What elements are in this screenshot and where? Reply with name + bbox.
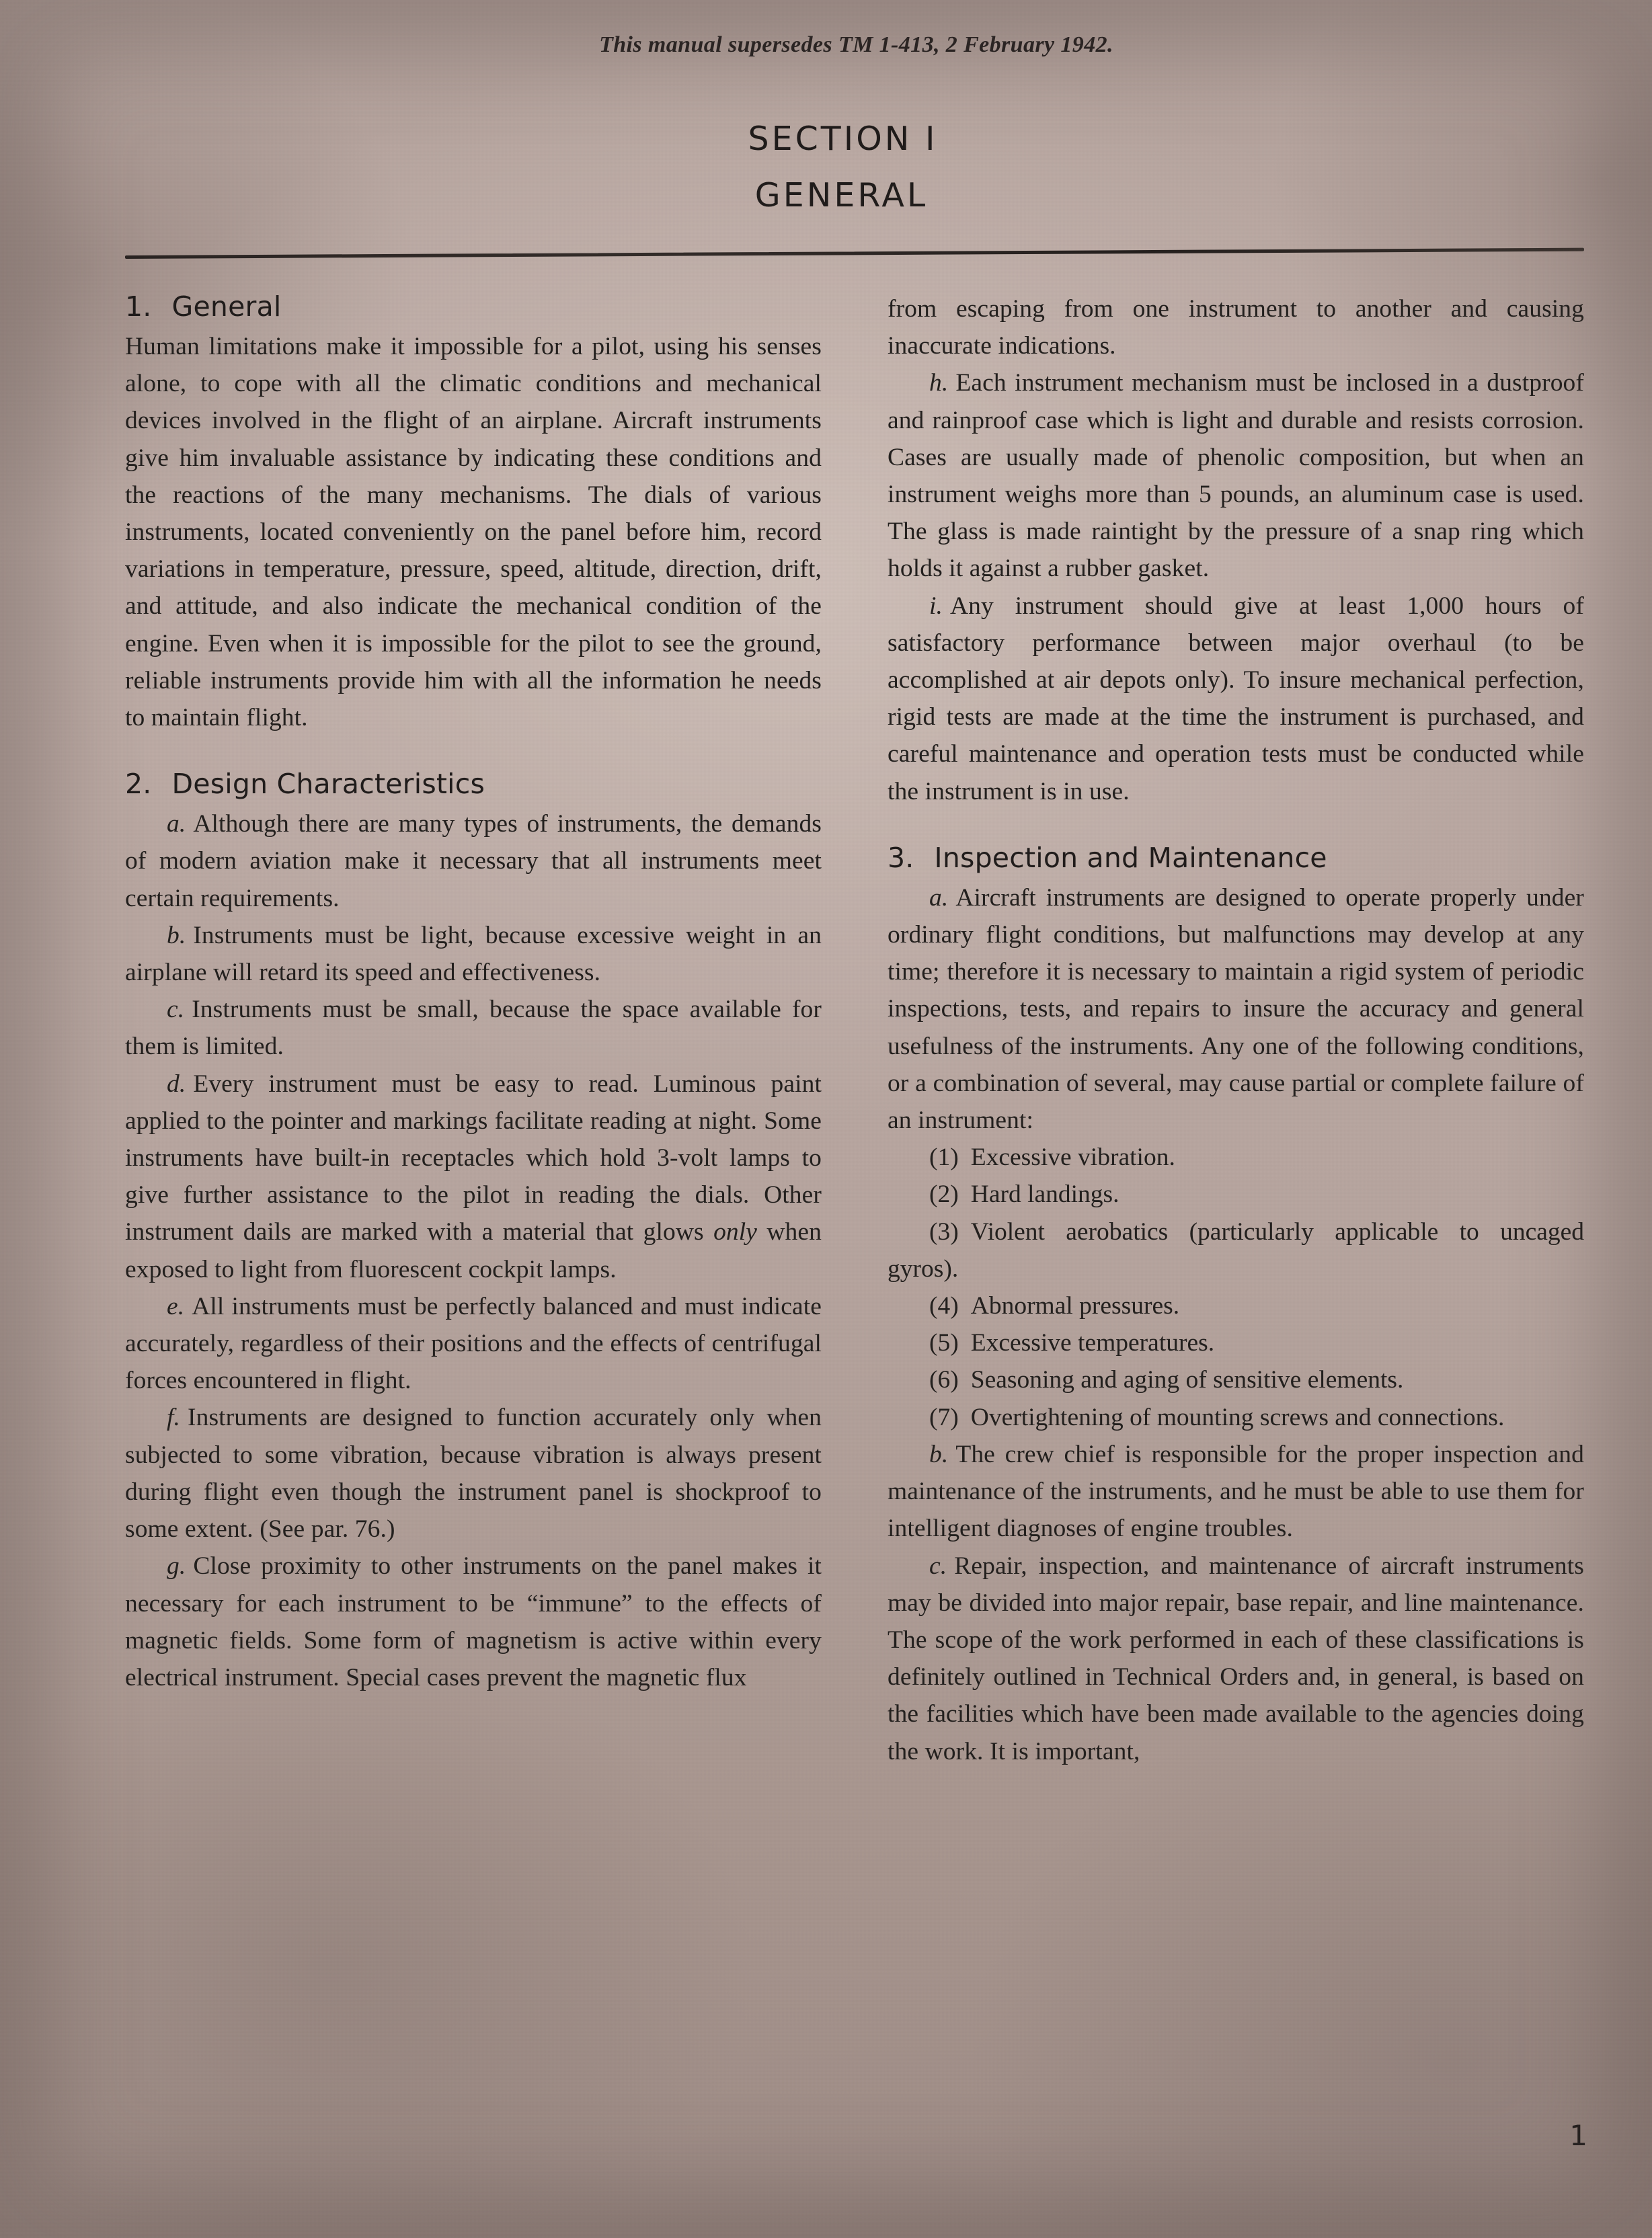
paragraph-2g [125,1548,822,1696]
paragraph-2h-letter: h. [929,369,949,397]
list-item-number: (1) [929,1144,959,1172]
paragraph-2c-text: Instruments must be small, because the space available for them is limited. [125,996,822,1061]
heading-2-number: 2. [125,768,152,801]
paragraph-3c [888,1548,1584,1770]
list-item-text: Violent aerobatics (particularly applicable to uncaged gyros). [888,1217,1584,1283]
paragraph-3b-text: The crew chief is responsible for the proper inspection and maintenance of the instruments, and he must be able to use them for intelligent diagnoses of engine troubles. [888,1440,1584,1543]
right-column [888,290,1584,1770]
heading-1-general [125,290,822,323]
paragraph-2f [125,1399,822,1548]
paragraph-2f-text: Instruments are designed to function accurately only when subjected to some vibration, because vibration is always present during flight even though the instrument panel is shockproof to some extent. (See par. 76.) [125,1404,822,1544]
paragraph-2i-text: Any instrument should give at least 1,000 hours of satisfactory performance between major overhaul (to be accomplished at air depots only). To insure mechanical perfection, rigid tests are made at the time the instrument is purchased, and careful maintenance and operation tests must be conducted while the instrument is in use. [888,592,1584,805]
paragraph-2f-letter: f. [167,1404,180,1432]
paragraph-2c-letter: c. [167,996,185,1024]
paragraph-2d-text-part1: Every instrument must be easy to read. Luminous paint applied to the pointer and markings facilitate reading at night. Some instruments have built-in receptacles which hold 3-volt lamps to give further assistance to the pilot in reading the dials. Other instrument dails are marked with a material that glows [125,1070,822,1246]
paragraph-3b [888,1436,1584,1548]
paragraph-2g-letter: g. [167,1552,186,1581]
heading-2-title: Design Characteristics [171,768,485,801]
heading-1-title: General [171,290,282,323]
paragraph-3a-letter: a. [929,883,949,912]
section-heading [0,120,1652,214]
paragraph-2d [125,1066,822,1288]
paragraph-2e [125,1288,822,1400]
list-item-number: (6) [929,1366,959,1394]
paragraph-2g-continued: from escaping from one instrument to another and causing inaccurate indications. [888,295,1584,360]
paragraph-3c-text: Repair, inspection, and maintenance of aircraft instruments may be divided into major repair, base repair, and line maintenance. The scope of the work performed in each of these classifications is definitely outlined in Technical Orders and, in general, is based on the facilities which have been made available to the agencies doing the work. It is important, [888,1552,1584,1765]
paragraph-2e-letter: e. [167,1292,185,1320]
list-item [888,1287,1584,1324]
list-item [888,1324,1584,1361]
heading-1-number: 1. [125,290,152,323]
paragraph-2b-letter: b. [167,921,186,949]
supersedes-note: This manual supersedes TM 1-413, 2 February 1942. [599,32,1113,57]
list-item-number: (4) [929,1292,959,1320]
paragraph-2d-emphasis-only: only [713,1218,758,1246]
paragraph-2b-text: Instruments must be light, because excessive weight in an airplane will retard its speed and effectiveness. [125,921,822,987]
paragraph-2d-text-part2: when exposed to light from fluorescent cockpit lamps. [125,1218,822,1283]
paragraph-2c [125,991,822,1065]
list-item-number: (3) [929,1217,959,1246]
list-item [888,1139,1584,1176]
list-item-text: Excessive temperatures. [970,1329,1215,1357]
heading-2-design-characteristics [125,768,822,800]
heading-3-number: 3. [888,841,914,874]
paragraph-3a [888,879,1584,1139]
list-item-text: Hard landings. [970,1181,1119,1209]
list-item [888,1399,1584,1436]
heading-3-inspection-and-maintenance [888,842,1584,874]
list-item [888,1361,1584,1398]
list-item-number: (7) [929,1403,959,1431]
paragraph-3b-letter: b. [929,1440,949,1468]
list-item [888,1213,1584,1287]
paragraph-2a-letter: a. [167,810,186,838]
list-item-text: Seasoning and aging of sensitive elements. [970,1366,1404,1394]
heading-divider-rule [125,248,1584,259]
list-item-number: (2) [929,1181,959,1209]
list-item-text: Excessive vibration. [970,1144,1175,1172]
failure-conditions-list [888,1139,1584,1436]
list-item [888,1176,1584,1213]
heading-3-title: Inspection and Maintenance [934,841,1327,874]
left-column [125,290,822,1770]
paragraph-2b [125,917,822,991]
paragraph-2e-text: All instruments must be perfectly balanced and must indicate accurately, regardless of their positions and the effects of centrifugal forces encountered in flight. [125,1292,822,1395]
paragraph-2a-text: Although there are many types of instruments, the demands of modern aviation make it necessary that all instruments meet certain requirements. [125,810,822,912]
list-item-text: Abnormal pressures. [970,1292,1180,1320]
page-number: 1 [1569,2119,1587,2152]
section-label: SECTION I [748,120,938,158]
paragraph-2a [125,805,822,917]
paragraph-3a-text: Aircraft instruments are designed to operate properly under ordinary flight conditions, but malfunctions may develop at any time; therefore it is necessary to maintain a rigid system of periodic inspections, tests, and repairs to insure the accuracy and general usefulness of the instruments. Any one of the following conditions, or a combination of several, may cause partial or complete failure of an instrument: [888,883,1584,1135]
paragraph-2d-letter: d. [167,1070,186,1098]
paragraph-2i-letter: i. [929,592,943,620]
list-item-number: (5) [929,1329,959,1357]
paragraph-2h [888,364,1584,587]
paragraph-2h-text: Each instrument mechanism must be inclosed in a dustproof and rainproof case which is light and durable and resists corrosion. Cases are usually made of phenolic composition, but when an instrument weighs more than 5 pounds, an aluminum case is used. The glass is made raintight by the pressure of a snap ring which holds it against a rubber gasket. [888,369,1584,583]
paragraph-1-body: Human limitations make it impossible for a pilot, using his senses alone, to cope with all the climatic conditions and mechanical devices involved in the flight of an airplane. Aircraft instruments give him invaluable assistance by indicating these conditions and the reactions of the many mechanisms. The dials of various instruments, located conveniently on the panel before him, record variations in temperature, pressure, speed, altitude, direction, drift, and attitude, and also indicate the mechanical condition of the engine. Even when it is impossible for the pilot to see the ground, reliable instruments provide him with all the information he needs to maintain flight. [125,333,822,732]
list-item-text: Overtightening of mounting screws and connections. [970,1403,1505,1431]
two-column-body [125,290,1584,1770]
paragraph-3c-letter: c. [929,1552,947,1580]
paragraph-2g-text: Close proximity to other instruments on the panel makes it necessary for each instrument to be “immune” to the effects of magnetic fields. Some form of magnetism is active within every electrical instrument. Special cases prevent the magnetic flux [125,1552,822,1691]
paragraph-2i [888,588,1584,810]
section-title: GENERAL [754,176,929,214]
